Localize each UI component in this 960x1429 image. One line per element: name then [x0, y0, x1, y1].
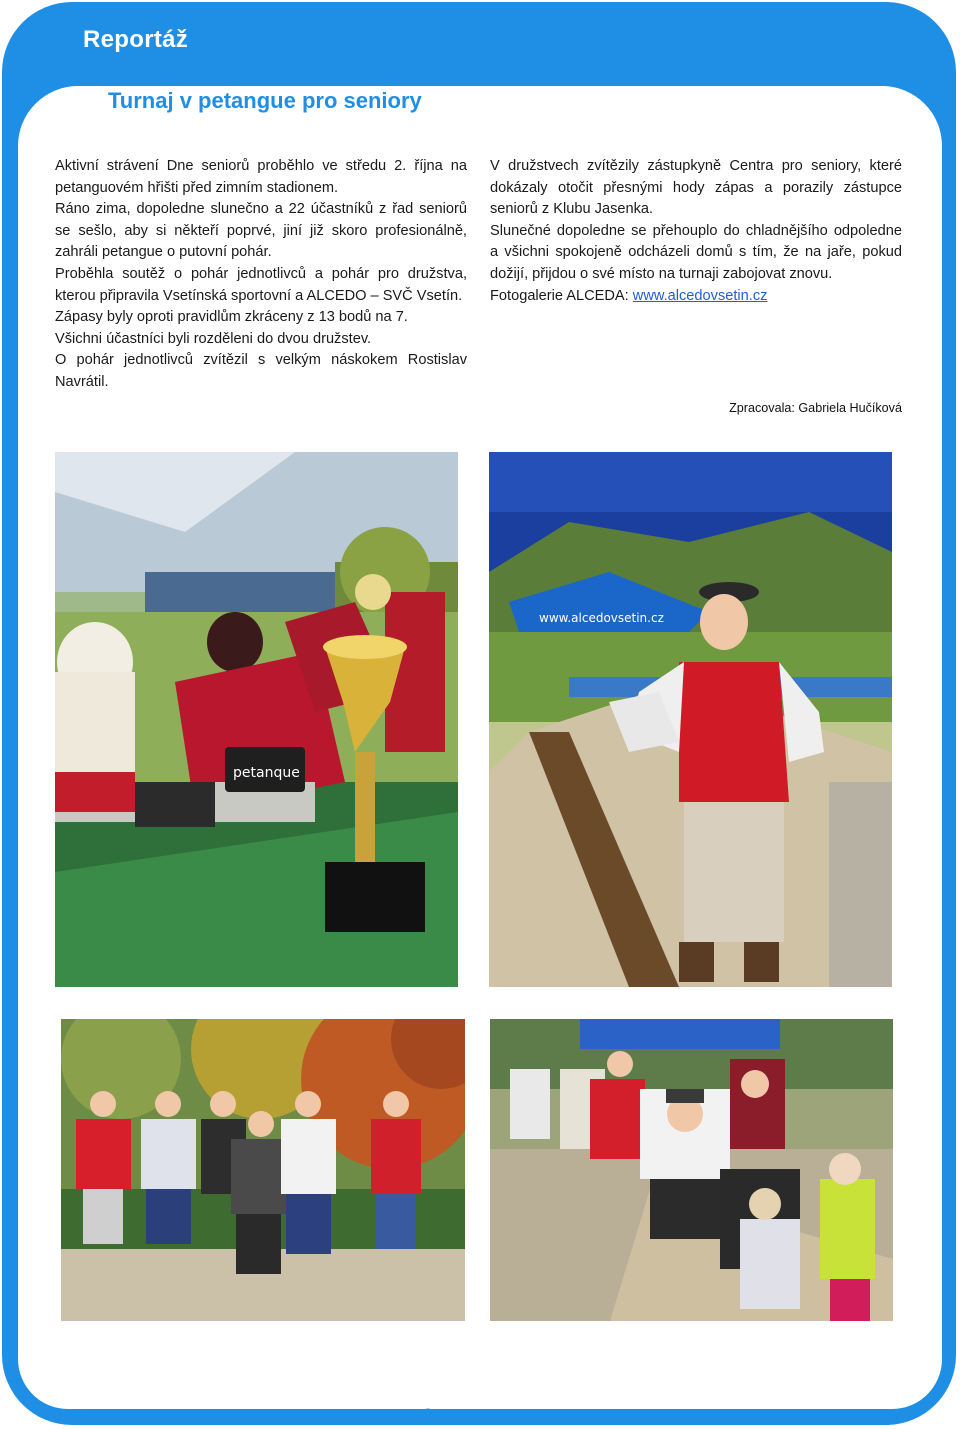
- photo-announcer-image: [489, 452, 892, 987]
- photo-children-seniors-image: [490, 1019, 893, 1321]
- article-column-left: [55, 156, 467, 394]
- gallery-label: Fotogalerie ALCEDA:: [490, 287, 633, 304]
- section-title: Reportáž: [83, 26, 189, 53]
- paragraph: O pohár jednotlivců zvítězil s velkým náskokem Rostislav Navrátil.: [55, 352, 467, 390]
- gallery-line: [490, 286, 902, 308]
- paragraph: Slunečné dopoledne se přehouplo do chladnějšího odpoledne a všichni spokojeně odcházeli domů s tím, že na jaře, pokud dožijí, přijdou o své místo na turnaji zabojovat znovu.: [490, 222, 902, 282]
- photo-children-seniors: [490, 1019, 893, 1321]
- bag-label: petanque: [233, 765, 300, 781]
- photo-trophy-image: [55, 452, 458, 987]
- photo-announcer: [489, 452, 892, 987]
- paragraph: Ráno zima, dopoledne slunečno a 22 účastníků z řad seniorů se sešlo, aby si někteří poprvé, jiní již skoro profesionálně, zahráli petangue o putovní pohár.: [55, 201, 467, 261]
- article-title: Turnaj v petangue pro seniory: [108, 88, 422, 113]
- author-credit: Zpracovala: Gabriela Hučíková: [729, 401, 902, 415]
- paragraph: V družstvech zvítězily zástupkyně Centra pro seniory, které dokázaly otočit přesnými hody zápas a porazily zástupce seniorů z Klubu Jasenka.: [490, 158, 902, 218]
- paragraph: Aktivní strávení Dne seniorů proběhlo ve středu 2. října na petanguovém hřišti před zimním stadionem.: [55, 158, 467, 196]
- tent-label: www.alcedovsetin.cz: [539, 611, 664, 625]
- paragraph: Zápasy byly oproti pravidlům zkráceny z 13 bodů na 7.: [55, 309, 408, 326]
- photo-players-court-image: [61, 1019, 465, 1321]
- page-number: 9: [421, 1404, 435, 1429]
- photo-players-court: [61, 1019, 465, 1321]
- photo-trophy: [55, 452, 458, 987]
- article-column-right: [490, 156, 902, 307]
- paragraph: Proběhla soutěž o pohár jednotlivců a pohár pro družstva, kterou připravila Vsetínská sportovní a ALCEDO – SVČ Vsetín.: [55, 265, 467, 304]
- gallery-link[interactable]: www.alcedovsetin.cz: [632, 287, 768, 304]
- paragraph: Všichni účastníci byli rozděleni do dvou družstev.: [55, 330, 372, 347]
